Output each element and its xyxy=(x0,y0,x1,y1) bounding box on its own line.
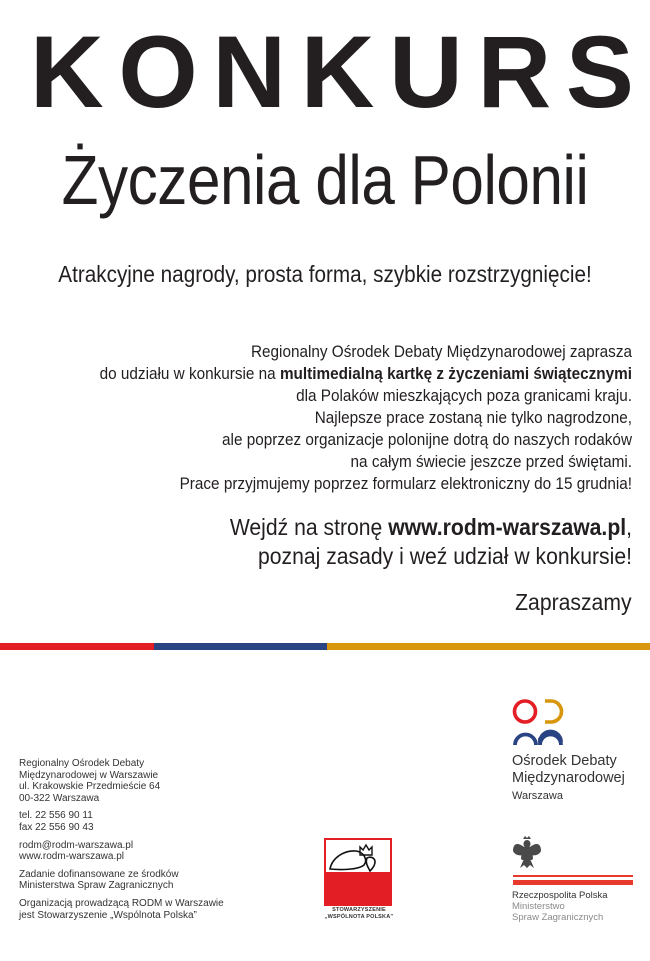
footer-line: fax 22 556 90 43 xyxy=(19,821,94,833)
email-link[interactable]: rodm@rodm-warszawa.pl xyxy=(19,839,134,851)
title-letter: K xyxy=(30,15,104,129)
footer-line: Ministerstwa Spraw Zagranicznych xyxy=(19,880,174,892)
wspolnota-polska-logo-icon xyxy=(324,838,392,906)
msz-line: Rzeczpospolita Polska xyxy=(512,890,608,901)
body-line: Prace przyjmujemy poprzez formularz elektroniczny do 15 grudnia! xyxy=(179,474,632,493)
footer-contact-links xyxy=(19,840,259,863)
cta-line: poznaj zasady i weź udział w konkursie! xyxy=(257,543,632,569)
body-line: na całym świecie jeszcze przed świętami. xyxy=(350,452,632,471)
body-line-highlight: multimedialną kartkę z życzeniami świątecznymi xyxy=(279,364,632,383)
body-line: dla Polaków mieszkających poza granicami kraju. xyxy=(296,386,632,405)
polish-eagle-icon xyxy=(512,835,542,869)
wspolnota-polska-caption xyxy=(318,907,400,920)
footer-phones xyxy=(19,810,259,833)
footer-line: 00-322 Warszawa xyxy=(19,792,100,804)
contest-subtitle: Życzenia dla Polonii xyxy=(61,141,589,219)
odm-line: Ośrodek Debaty xyxy=(512,753,617,769)
website-link[interactable]: www.rodm-warszawa.pl xyxy=(19,851,125,863)
odm-logo-icon xyxy=(511,698,569,748)
contest-title xyxy=(30,15,634,129)
title-letter: O xyxy=(118,15,198,129)
msz-line: Spraw Zagranicznych xyxy=(512,912,604,923)
title-letter: N xyxy=(212,15,287,129)
body-line: Najlepsze prace zostaną nie tylko nagrodzone, xyxy=(314,408,632,427)
footer-line: tel. 22 556 90 11 xyxy=(19,810,93,822)
msz-divider-thick xyxy=(513,880,633,885)
tagline: Atrakcyjne nagrody, prosta forma, szybkie rozstrzygnięcie! xyxy=(58,261,592,287)
body-line xyxy=(56,363,632,385)
footer-line: jest Stowarzyszenie „Wspólnota Polska” xyxy=(19,909,197,921)
website-link[interactable]: www.rodm-warszawa.pl xyxy=(388,514,627,540)
footer-line: ul. Krakowskie Przedmieście 64 xyxy=(19,781,161,793)
title-letter: K xyxy=(300,15,375,129)
cta-line xyxy=(43,513,632,542)
stripe-blue xyxy=(154,643,327,650)
body-line-prefix: do udziału w konkursie na xyxy=(99,364,280,383)
msz-logo-text xyxy=(512,890,608,923)
odm-city: Warszawa xyxy=(512,790,563,802)
footer-line: Międzynarodowej w Warszawie xyxy=(19,769,159,781)
odm-logo-text xyxy=(512,753,625,787)
stripe-gold xyxy=(327,643,650,650)
wp-line: „WSPÓLNOTA POLSKA” xyxy=(324,913,394,920)
wp-line: STOWARZYSZENIE xyxy=(332,907,386,913)
footer-line: Zadanie dofinansowane ze środków xyxy=(19,868,179,880)
odm-line: Międzynarodowej xyxy=(512,770,625,786)
footer-contact xyxy=(19,758,259,927)
body-line: Regionalny Ośrodek Debaty Międzynarodowej zaprasza xyxy=(250,342,632,361)
body-line: ale poprzez organizacje polonijne dotrą do naszych rodaków xyxy=(222,430,632,449)
footer-line: Organizacją prowadzącą RODM w Warszawie xyxy=(19,897,224,909)
closing-text: Zapraszamy xyxy=(515,589,632,615)
stripe-red xyxy=(0,643,154,650)
footer-funding xyxy=(19,869,259,892)
call-to-action xyxy=(0,513,632,571)
footer-operator xyxy=(19,898,259,921)
cta-suffix: , xyxy=(626,514,632,540)
cta-prefix: Wejdź na stronę xyxy=(229,514,389,540)
title-letter: R xyxy=(477,15,552,129)
msz-divider-thin xyxy=(513,875,633,877)
title-letter: S xyxy=(565,15,634,129)
footer-address xyxy=(19,758,259,804)
title-letter: U xyxy=(389,15,463,129)
invitation-text xyxy=(0,341,632,495)
msz-line: Ministerstwo xyxy=(512,901,565,912)
footer-line: Regionalny Ośrodek Debaty xyxy=(19,758,145,769)
